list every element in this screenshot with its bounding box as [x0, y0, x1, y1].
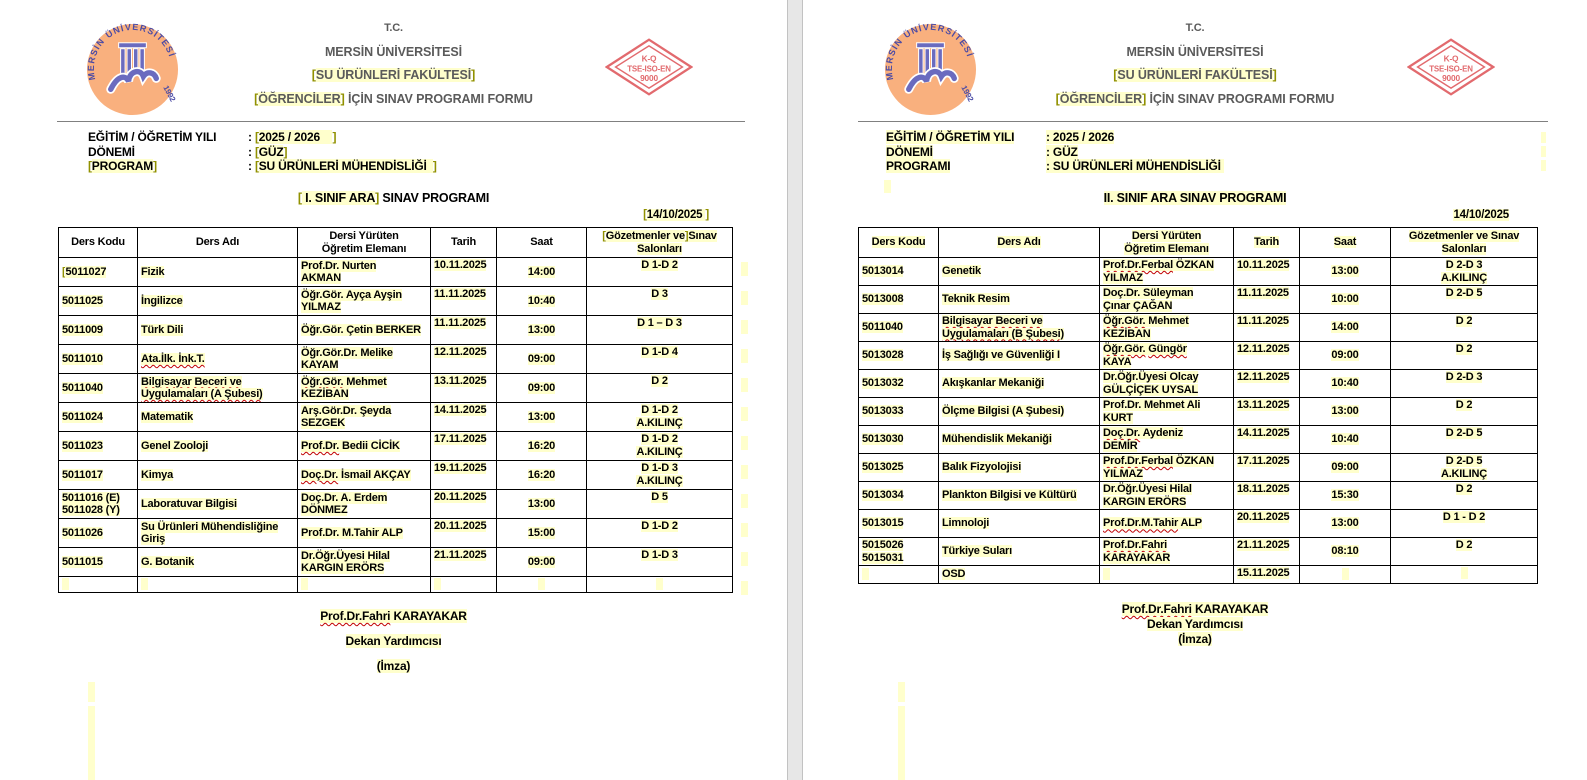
schedule-title: II. SINIF ARA SINAV PROGRAMI: [1103, 191, 1287, 205]
table-cell: D 1-D 2: [587, 519, 733, 548]
table-cell: 5013033: [859, 398, 939, 426]
table-cell: 13.11.2025: [431, 374, 497, 403]
table-cell: Fizik: [138, 258, 298, 287]
table-cell: 5013028: [859, 342, 939, 370]
tse-iso-9000-logo-icon: [605, 37, 693, 97]
table-cell: Prof.Dr. M.Tahir ALP: [298, 519, 431, 548]
term-value: : GÜZ: [1046, 144, 1078, 159]
table-row: [59, 432, 733, 461]
table-cell: 09:00: [497, 345, 587, 374]
info-program-row: [88, 159, 437, 174]
table-cell: 17.11.2025: [431, 432, 497, 461]
table-cell: Doç.Dr. İsmail AKÇAY: [298, 461, 431, 490]
table-cell: G. Botanik: [138, 548, 298, 577]
table-cell: 10.11.2025: [431, 258, 497, 287]
table-cell: Prof.Dr.Ferbal ÖZKAN YILMAZ: [1100, 258, 1234, 286]
table-cell: D 2: [1391, 314, 1538, 342]
table-cell: D 1-D 2 A.KILINÇ: [587, 403, 733, 432]
term-label: DÖNEMİ: [886, 144, 933, 159]
table-row: [859, 286, 1538, 314]
table-cell: Laboratuvar Bilgisi: [138, 490, 298, 519]
table-cell: Bilgisayar Beceri ve Uygulamaları (A Şubesi): [138, 374, 298, 403]
table-cell: 10:40: [1300, 426, 1391, 454]
table-cell: 5011026: [59, 519, 138, 548]
table-cell: D 1-D 2: [587, 258, 733, 287]
table-cell: Öğr.Gör. Mehmet KEZİBAN: [298, 374, 431, 403]
table-cell: 09:00: [497, 374, 587, 403]
table-cell: [1300, 566, 1391, 584]
highlight-mark: [1541, 160, 1546, 171]
table-cell: 08:10: [1300, 538, 1391, 566]
highlight-mark: [741, 465, 748, 479]
table-cell: D 2: [1391, 398, 1538, 426]
info-year-row: [886, 130, 1224, 145]
tse-line2: TSE-ISO-EN: [1429, 64, 1473, 74]
header-divider: [858, 121, 1548, 122]
tse-line1: K-Q: [1443, 53, 1459, 64]
signature-placeholder: (İmza): [376, 659, 411, 673]
table-row: [859, 510, 1538, 538]
program-label: PROGRAMI: [886, 159, 951, 174]
table-cell: 16:20: [497, 461, 587, 490]
table-cell: 5011017: [59, 461, 138, 490]
column-header: Saat: [497, 228, 587, 258]
table-cell: 09:00: [1300, 342, 1391, 370]
table-cell: Doç.Dr. Aydeniz DEMİR: [1100, 426, 1234, 454]
highlight-mark: [741, 320, 748, 334]
table-cell: 12.11.2025: [1234, 342, 1300, 370]
table-cell: 15.11.2025: [1234, 566, 1300, 584]
tse-line2: TSE-ISO-EN: [627, 64, 671, 74]
table-cell: 13:00: [1300, 258, 1391, 286]
table-row: [59, 287, 733, 316]
table-cell: Dr.Öğr.Üyesi Hilal KARGIN ERÖRS: [1100, 482, 1234, 510]
table-cell: D 1 - D 2: [1391, 510, 1538, 538]
table-cell: Kimya: [138, 461, 298, 490]
column-header: Saat: [1300, 228, 1391, 258]
table-cell: D 3: [587, 287, 733, 316]
table-cell: 14:00: [497, 258, 587, 287]
table-cell: Su Ürünleri Mühendisliğine Giriş: [138, 519, 298, 548]
tse-iso-9000-logo-icon: [1407, 37, 1495, 97]
table-row: [859, 426, 1538, 454]
highlight-mark: [741, 262, 748, 276]
table-cell: [859, 566, 939, 584]
column-header: Ders Adı: [138, 228, 298, 258]
svg-text:MERSİN ÜNİVERSİTESİ: MERSİN ÜNİVERSİTESİ: [883, 22, 976, 82]
highlight-mark: [1541, 132, 1546, 143]
table-cell: D 2-D 5: [1391, 286, 1538, 314]
table-row: [59, 548, 733, 577]
table-cell: 5011024: [59, 403, 138, 432]
table-cell: 5015026 5015031: [859, 538, 939, 566]
table-cell: 5011016 (E) 5011028 (Y): [59, 490, 138, 519]
table-cell: Genetik: [939, 258, 1100, 286]
table-row: [59, 519, 733, 548]
table-cell: 10.11.2025: [1234, 258, 1300, 286]
highlight-mark: [741, 436, 748, 450]
program-value: : [SU ÜRÜNLERİ MÜHENDİSLİĞİ ]: [248, 159, 437, 174]
table-row: [859, 370, 1538, 398]
highlight-mark: [898, 706, 905, 780]
table-cell: 15:00: [497, 519, 587, 548]
letterhead-university: MERSİN ÜNİVERSİTESİ: [324, 44, 462, 59]
table-cell: 14.11.2025: [1234, 426, 1300, 454]
table-cell: Prof.Dr.Ferbal ÖZKAN YILMAZ: [1100, 454, 1234, 482]
table-cell: 13:00: [497, 490, 587, 519]
table-row: [859, 454, 1538, 482]
table-cell: [138, 577, 298, 593]
highlight-mark: [741, 523, 748, 537]
table-row: [59, 345, 733, 374]
svg-text:MERSİN ÜNİVERSİTESİ: MERSİN ÜNİVERSİTESİ: [85, 22, 178, 82]
tse-line3: 9000: [1442, 73, 1460, 84]
table-cell: 5013032: [859, 370, 939, 398]
table-cell: D 1-D 4: [587, 345, 733, 374]
page-2: [803, 0, 1587, 780]
table-cell: Plankton Bilgisi ve Kültürü: [939, 482, 1100, 510]
table-row: [59, 461, 733, 490]
table-cell: 5013014: [859, 258, 939, 286]
table-cell: D 2: [1391, 342, 1538, 370]
table-cell: 11.11.2025: [431, 316, 497, 345]
info-term-row: [88, 145, 437, 160]
info-year-row: [88, 130, 437, 145]
table-cell: [431, 577, 497, 593]
table-cell: Teknik Resim: [939, 286, 1100, 314]
table-cell: D 2-D 5: [1391, 426, 1538, 454]
table-row: [59, 490, 733, 519]
table-cell: 5011009: [59, 316, 138, 345]
table-cell: Öğr.Gör. Ayça Ayşin YILMAZ: [298, 287, 431, 316]
info-term-row: [886, 145, 1224, 160]
page-1: [0, 0, 787, 780]
exam-schedule-table: [58, 227, 733, 593]
table-cell: Öğr.Gör. Mehmet KEZİBAN: [1100, 314, 1234, 342]
table-cell: D 1 – D 3: [587, 316, 733, 345]
info-program-row: [886, 159, 1224, 174]
table-cell: Limnoloji: [939, 510, 1100, 538]
table-cell: 13:00: [1300, 510, 1391, 538]
table-cell: 09:00: [1300, 454, 1391, 482]
highlight-mark: [741, 349, 748, 363]
highlight-mark: [741, 552, 748, 566]
column-header: Ders Adı: [939, 228, 1100, 258]
exam-schedule-table: [858, 227, 1538, 584]
table-cell: 09:00: [497, 548, 587, 577]
letterhead-tc: T.C.: [384, 22, 403, 34]
table-cell: 5011023: [59, 432, 138, 461]
year-label: EĞİTİM / ÖĞRETİM YILI: [88, 130, 217, 144]
signatory-role: Dekan Yardımcısı: [345, 634, 442, 648]
column-header: Ders Kodu: [59, 228, 138, 258]
program-value: : SU ÜRÜNLERİ MÜHENDİSLİĞİ: [1046, 159, 1224, 174]
table-row: [859, 342, 1538, 370]
table-cell: 10:40: [1300, 370, 1391, 398]
highlight-mark: [741, 378, 748, 392]
table-cell: Dr.Öğr.Üyesi Hilal KARGIN ERÖRS: [298, 548, 431, 577]
table-cell: D 1-D 2 A.KILINÇ: [587, 432, 733, 461]
exam-info-block: [88, 130, 437, 174]
table-cell: Türkiye Suları: [939, 538, 1100, 566]
table-cell: 10:40: [497, 287, 587, 316]
table-cell: 13.11.2025: [1234, 398, 1300, 426]
table-cell: 13:00: [497, 403, 587, 432]
table-cell: 16:20: [497, 432, 587, 461]
svg-text:1992: 1992: [161, 84, 178, 104]
table-cell: 21.11.2025: [431, 548, 497, 577]
table-header-row: [859, 228, 1538, 258]
table-row: [59, 316, 733, 345]
signature-block: [803, 602, 1587, 647]
table-row: [859, 258, 1538, 286]
table-cell: 5011040: [859, 314, 939, 342]
table-cell: 5011025: [59, 287, 138, 316]
letterhead-faculty: [SU ÜRÜNLERİ FAKÜLTESİ]: [1113, 68, 1277, 82]
highlight-mark: [1541, 146, 1546, 157]
table-cell: 13:00: [497, 316, 587, 345]
header-divider: [57, 121, 745, 122]
column-header: Tarih: [1234, 228, 1300, 258]
table-cell: Genel Zooloji: [138, 432, 298, 461]
table-cell: Öğr.Gör. Güngör KAYA: [1100, 342, 1234, 370]
table-cell: D 1-D 3: [587, 548, 733, 577]
table-cell: 17.11.2025: [1234, 454, 1300, 482]
signature-block: [0, 604, 787, 679]
table-cell: 19.11.2025: [431, 461, 497, 490]
highlight-mark: [741, 407, 748, 421]
highlight-mark: [741, 494, 748, 508]
table-cell: 10:00: [1300, 286, 1391, 314]
table-cell: 5011010: [59, 345, 138, 374]
svg-text:1992: 1992: [959, 84, 976, 104]
table-cell: [1100, 566, 1234, 584]
table-cell: 20.11.2025: [431, 490, 497, 519]
tse-line1: K-Q: [641, 53, 657, 64]
program-label: [PROGRAM]: [88, 159, 157, 174]
year-label: EĞİTİM / ÖĞRETİM YILI: [886, 130, 1015, 144]
table-cell: [1391, 566, 1538, 584]
highlight-mark: [741, 581, 748, 595]
table-cell: [59, 577, 138, 593]
table-cell: 20.11.2025: [1234, 510, 1300, 538]
column-header: Dersi Yürüten Öğretim Elemanı: [1100, 228, 1234, 258]
table-cell: Prof.Dr. Bedii CİCİK: [298, 432, 431, 461]
table-row: [859, 482, 1538, 510]
table-cell: 18.11.2025: [1234, 482, 1300, 510]
table-cell: D 5: [587, 490, 733, 519]
table-row: [59, 577, 733, 593]
table-cell: Prof.Dr. Nurten AKMAN: [298, 258, 431, 287]
table-cell: [497, 577, 587, 593]
table-cell: D 2-D 3 A.KILINÇ: [1391, 258, 1538, 286]
term-value: : [GÜZ]: [248, 144, 288, 159]
table-cell: D 2-D 5 A.KILINÇ: [1391, 454, 1538, 482]
table-cell: Mühendislik Mekaniği: [939, 426, 1100, 454]
letterhead-form-title: [ÖĞRENCİLER] İÇİN SINAV PROGRAMI FORMU: [254, 91, 533, 106]
table-cell: Prof.Dr.Fahri KARAYAKAR: [1100, 538, 1234, 566]
table-cell: D 2: [1391, 482, 1538, 510]
signatory-role: Dekan Yardımcısı: [1147, 617, 1243, 631]
table-cell: Ata.İlk. İnk.T.: [138, 345, 298, 374]
table-cell: 5013015: [859, 510, 939, 538]
table-cell: Balık Fizyolojisi: [939, 454, 1100, 482]
table-cell: [298, 577, 431, 593]
table-row: [59, 374, 733, 403]
column-header: Tarih: [431, 228, 497, 258]
year-value: : [2025 / 2026 ]: [248, 130, 337, 144]
table-cell: D 2: [1391, 538, 1538, 566]
letterhead-university: MERSİN ÜNİVERSİTESİ: [1126, 44, 1264, 59]
table-row: [859, 314, 1538, 342]
page-separator: [787, 0, 803, 780]
table-cell: 5013025: [859, 454, 939, 482]
table-cell: 12.11.2025: [1234, 370, 1300, 398]
table-cell: 21.11.2025: [1234, 538, 1300, 566]
table-cell: 14:00: [1300, 314, 1391, 342]
table-cell: 20.11.2025: [431, 519, 497, 548]
schedule-date: 14/10/2025: [1453, 209, 1509, 221]
table-cell: Türk Dili: [138, 316, 298, 345]
table-row: [59, 258, 733, 287]
table-cell: 12.11.2025: [431, 345, 497, 374]
table-row: [859, 566, 1538, 584]
table-cell: Öğr.Gör.Dr. Melike KAYAM: [298, 345, 431, 374]
table-cell: Prof.Dr.M.Tahir ALP: [1100, 510, 1234, 538]
table-cell: Doç.Dr. A. Erdem DÖNMEZ: [298, 490, 431, 519]
table-cell: 11.11.2025: [431, 287, 497, 316]
column-header: Dersi Yürüten Öğretim Elemanı: [298, 228, 431, 258]
table-cell: Akışkanlar Mekaniği: [939, 370, 1100, 398]
year-value: : 2025 / 2026: [1046, 130, 1115, 144]
table-cell: Doç.Dr. Süleyman Çınar ÇAĞAN: [1100, 286, 1234, 314]
table-cell: Prof.Dr. Mehmet Ali KURT: [1100, 398, 1234, 426]
table-header-row: [59, 228, 733, 258]
table-cell: Bilgisayar Beceri ve Uygulamaları (B Şubesi): [939, 314, 1100, 342]
highlight-mark: [88, 706, 95, 780]
exam-info-block: [886, 130, 1224, 174]
highlight-mark: [88, 682, 95, 702]
table-cell: 5011040: [59, 374, 138, 403]
table-cell: D 1-D 3 A.KILINÇ: [587, 461, 733, 490]
signatory-name: Prof.Dr.Fahri KARAYAKAR: [320, 609, 467, 623]
highlight-mark: [898, 682, 905, 702]
table-cell: D 2-D 3: [1391, 370, 1538, 398]
table-cell: OSD: [939, 566, 1100, 584]
tse-line3: 9000: [640, 73, 658, 84]
table-cell: Ölçme Bilgisi (A Şubesi): [939, 398, 1100, 426]
table-cell: 11.11.2025: [1234, 314, 1300, 342]
highlight-mark: [884, 180, 891, 193]
signature-placeholder: (İmza): [1178, 632, 1212, 646]
table-cell: 14.11.2025: [431, 403, 497, 432]
table-cell: 13:00: [1300, 398, 1391, 426]
table-cell: [5011027: [59, 258, 138, 287]
table-cell: İngilizce: [138, 287, 298, 316]
table-cell: 5013008: [859, 286, 939, 314]
table-row: [859, 398, 1538, 426]
table-cell: [587, 577, 733, 593]
table-cell: İş Sağlığı ve Güvenliği I: [939, 342, 1100, 370]
letterhead-faculty: [SU ÜRÜNLERİ FAKÜLTESİ]: [311, 68, 476, 82]
letterhead-tc: T.C.: [1185, 22, 1205, 34]
table-cell: 15:30: [1300, 482, 1391, 510]
table-cell: 5013030: [859, 426, 939, 454]
table-cell: 11.11.2025: [1234, 286, 1300, 314]
column-header: [Gözetmenler ve]Sınav Salonları: [587, 228, 733, 258]
letterhead-form-title: [ÖĞRENCİLER] İÇİN SINAV PROGRAMI FORMU: [1055, 91, 1335, 106]
table-cell: 5011015: [59, 548, 138, 577]
table-cell: Dr.Öğr.Üyesi Olcay GÜLÇİÇEK UYSAL: [1100, 370, 1234, 398]
table-row: [859, 538, 1538, 566]
table-row: [59, 403, 733, 432]
table-cell: Arş.Gör.Dr. Şeyda SEZGEK: [298, 403, 431, 432]
table-cell: Matematik: [138, 403, 298, 432]
column-header: Gözetmenler ve Sınav Salonları: [1391, 228, 1538, 258]
table-cell: 5013034: [859, 482, 939, 510]
table-cell: Öğr.Gör. Çetin BERKER: [298, 316, 431, 345]
term-label: DÖNEMİ: [88, 144, 135, 159]
column-header: Ders Kodu: [859, 228, 939, 258]
signatory-name: Prof.Dr.Fahri KARAYAKAR: [1121, 602, 1269, 616]
highlight-mark: [741, 291, 748, 305]
schedule-date: [14/10/2025 ]: [643, 209, 709, 221]
schedule-title: [ I. SINIF ARA] SINAV PROGRAMI: [297, 191, 490, 205]
table-cell: D 2: [587, 374, 733, 403]
